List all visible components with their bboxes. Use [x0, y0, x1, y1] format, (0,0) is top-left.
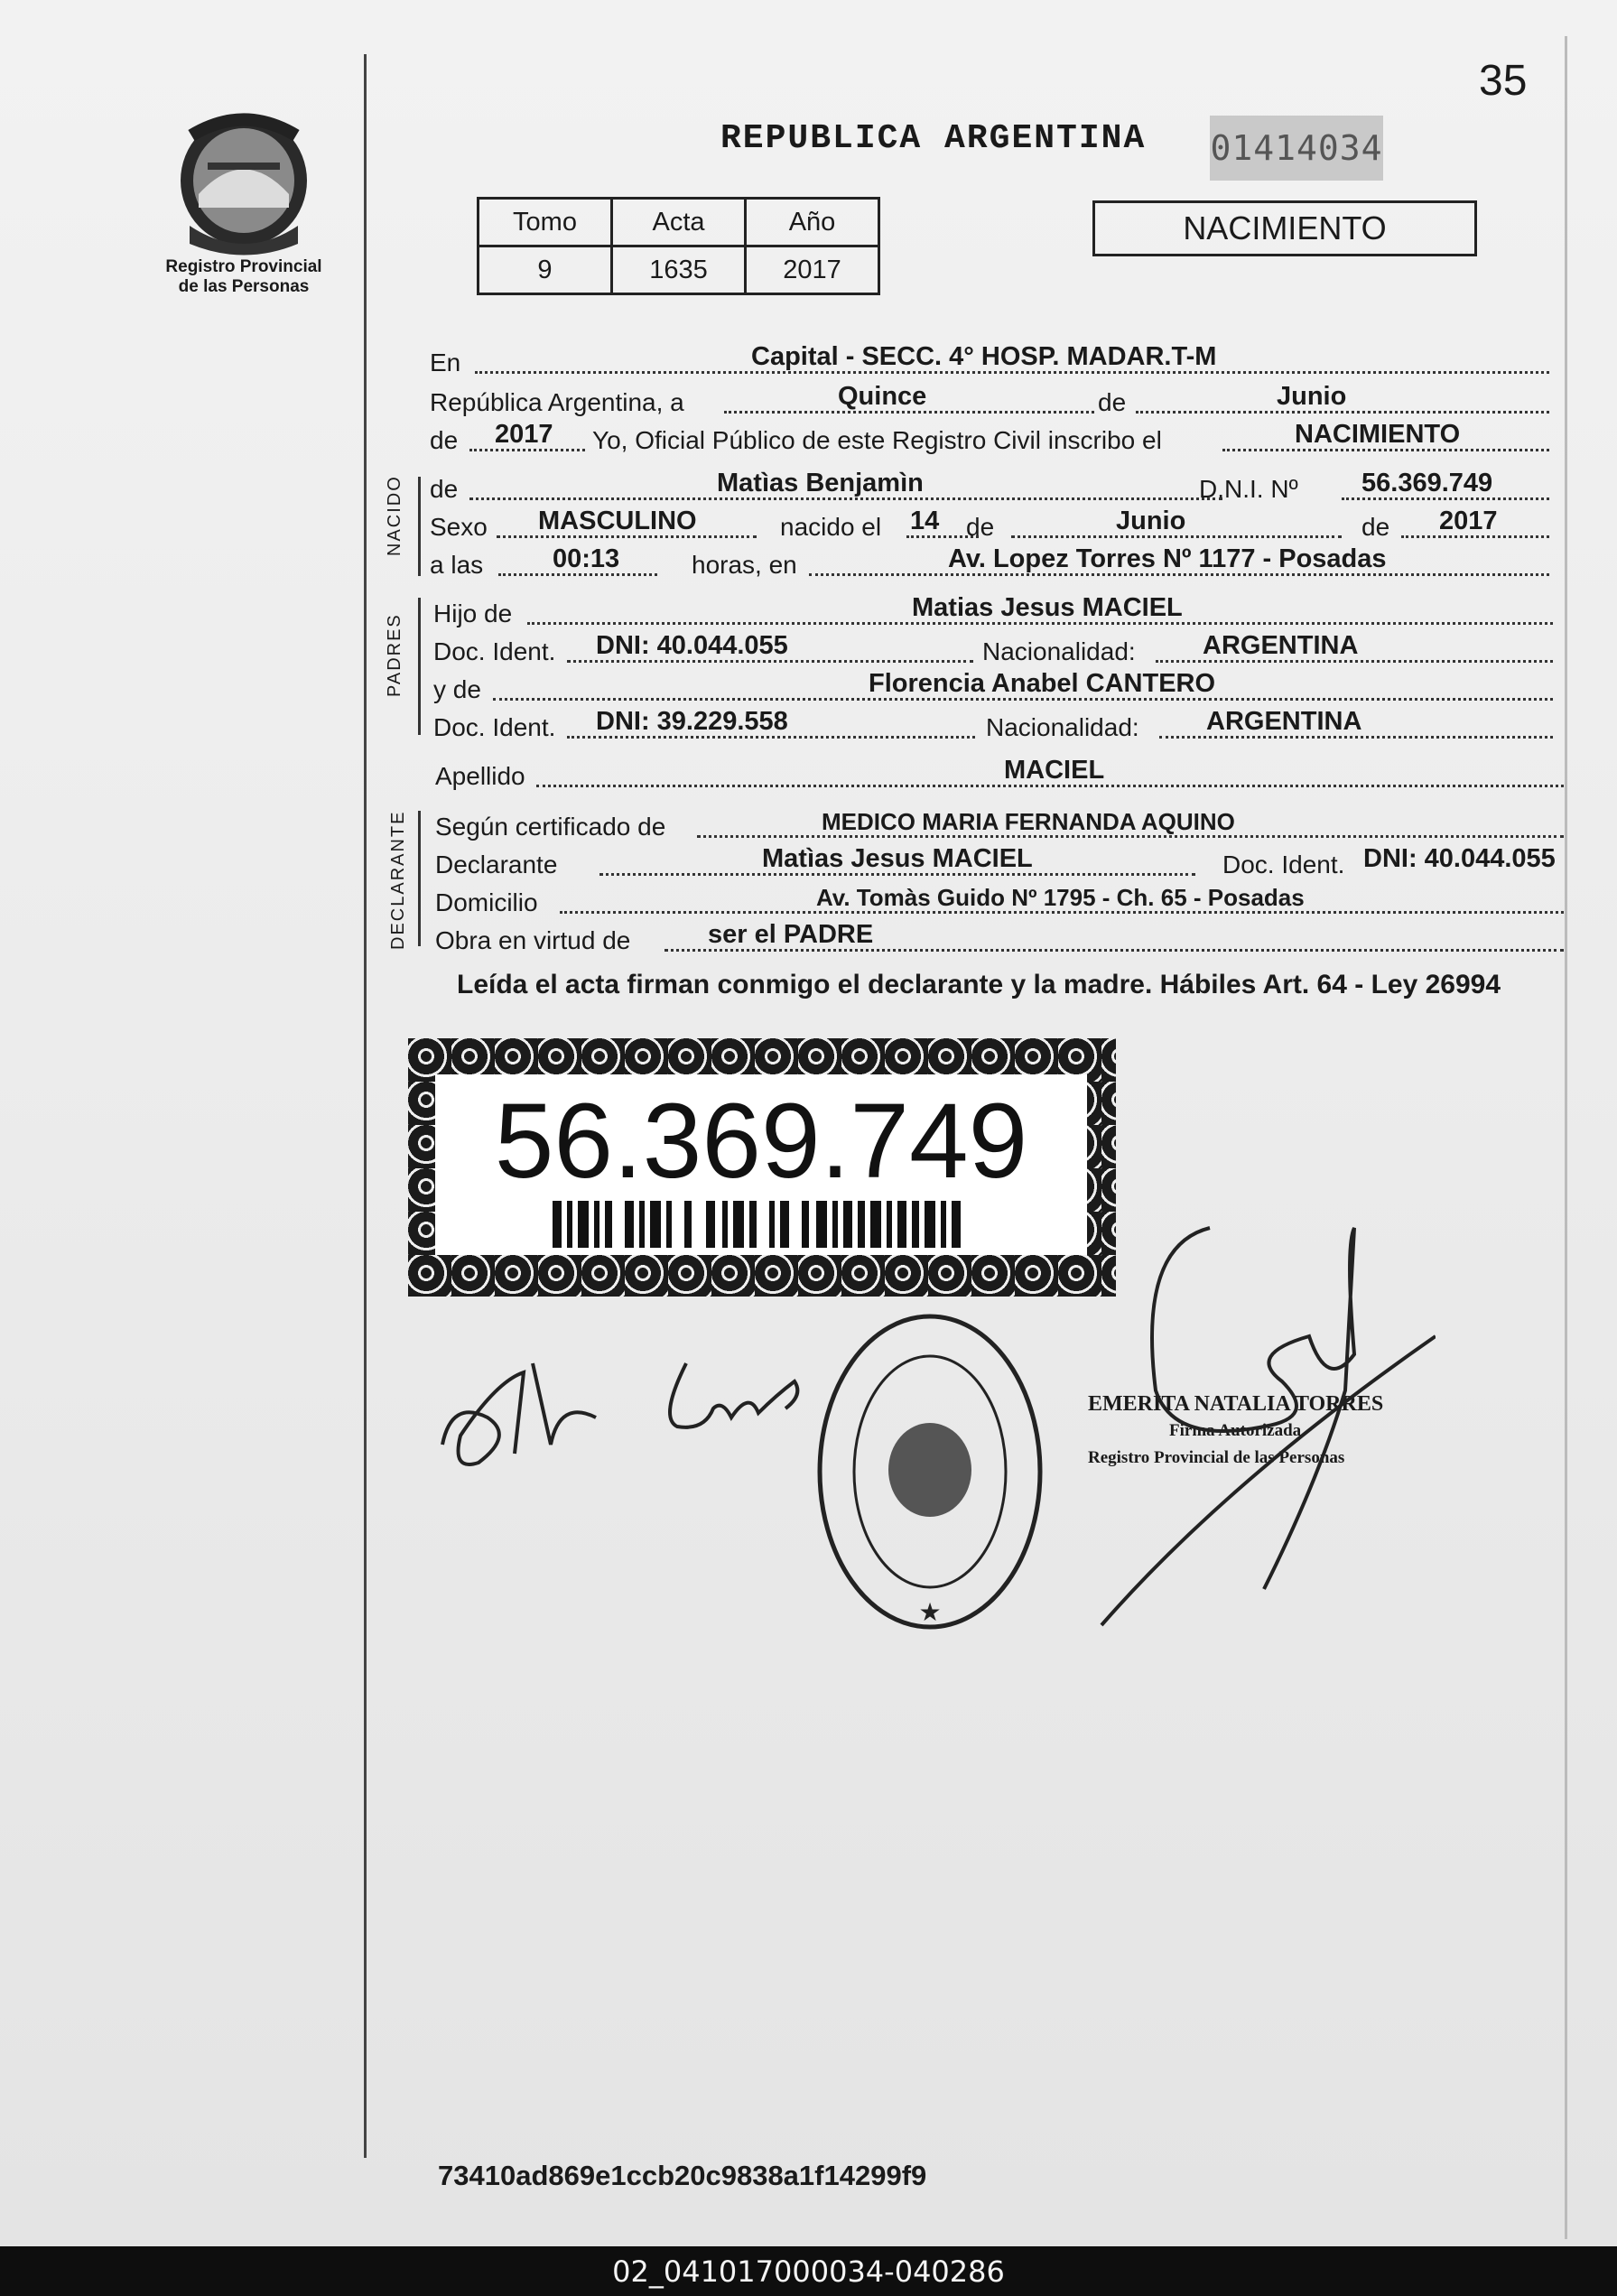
logo-caption-line1: Registro Provincial	[165, 257, 322, 276]
domicilio-label: Domicilio	[435, 888, 538, 916]
obra-value: ser el PADRE	[708, 920, 874, 949]
hijo-de-label: Hijo de	[433, 600, 513, 627]
line-hora	[430, 544, 1549, 583]
mes: Junio	[1277, 382, 1347, 411]
obra-label: Obra en virtud de	[435, 926, 631, 954]
tomo-header: Tomo	[479, 199, 612, 246]
padre-nombre: Matias Jesus MACIEL	[912, 593, 1183, 622]
nacido-anio: 2017	[1439, 507, 1498, 535]
segun-certificado-label: Según certificado de	[435, 813, 666, 841]
line-anio	[430, 419, 1549, 459]
declarante-section-label: DECLARANTE	[388, 810, 408, 950]
signatory-name: EMERITA NATALIA TORRES	[1088, 1392, 1384, 1416]
line-sexo	[430, 506, 1549, 545]
dni-label: D.N.I. Nº	[1199, 475, 1298, 503]
nacionalidad-label: Nacionalidad:	[982, 637, 1136, 665]
horas-en-label: horas, en	[692, 551, 797, 579]
anio-value: 2017	[746, 246, 879, 294]
padre-doc: DNI: 40.044.055	[596, 631, 788, 660]
line-madre-doc	[433, 706, 1553, 746]
domicilio-value: Av. Tomàs Guido Nº 1795 - Ch. 65 - Posadas	[816, 884, 1305, 911]
en-value: Capital - SECC. 4° HOSP. MADAR.T-M	[751, 342, 1217, 371]
nacido-bracket	[418, 477, 421, 576]
right-page-edge	[1565, 36, 1567, 2239]
line-obra	[435, 919, 1564, 959]
footer-code: 02_041017000034-040286	[612, 2254, 1005, 2289]
signature-official-icon	[1083, 1210, 1436, 1643]
nacionalidad-label: Nacionalidad:	[986, 713, 1139, 741]
sexo-value: MASCULINO	[538, 507, 697, 535]
doc-ident-label: Doc. Ident.	[1222, 851, 1345, 878]
nacido-section-label: NACIDO	[385, 475, 404, 556]
y-de-label: y de	[433, 675, 481, 703]
dni-label-panel	[435, 1074, 1087, 1255]
record-type-box: NACIMIENTO	[1092, 200, 1477, 256]
oficial-text: Yo, Oficial Público de este Registro Civil inscribo el	[592, 426, 1162, 454]
line-madre	[433, 668, 1553, 708]
declarante-bracket	[418, 811, 421, 946]
apellido-label: Apellido	[435, 762, 525, 790]
a-las-label: a las	[430, 551, 484, 579]
footer-code-bar	[0, 2246, 1617, 2296]
dni-badge-number: 56.369.749	[494, 1082, 1028, 1201]
nacido-dni: 56.369.749	[1361, 469, 1493, 497]
signature-declarante-icon	[424, 1345, 605, 1481]
en-label: En	[430, 349, 461, 376]
line-certificado	[435, 805, 1564, 845]
nacido-nombre: Matìas Benjamìn	[717, 469, 924, 497]
de-label: de	[1098, 388, 1127, 416]
tomo-value: 9	[479, 246, 612, 294]
madre-doc: DNI: 39.229.558	[596, 707, 788, 736]
declarante-nombre: Matìas Jesus MACIEL	[762, 844, 1033, 873]
padres-bracket	[418, 598, 421, 735]
madre-nombre: Florencia Anabel CANTERO	[869, 669, 1216, 698]
padres-section-label: PADRES	[385, 613, 404, 697]
anio: 2017	[495, 420, 553, 449]
anio-header: Año	[746, 199, 879, 246]
nacido-hora: 00:13	[553, 544, 620, 573]
declarante-label: Declarante	[435, 851, 558, 878]
line-republica	[430, 381, 1549, 421]
nacido-dia: 14	[910, 507, 940, 535]
padre-nacionalidad: ARGENTINA	[1203, 631, 1359, 660]
line-hijo	[433, 592, 1553, 632]
document-hash: 73410ad869e1ccb20c9838a1f14299f9	[438, 2160, 927, 2191]
barcode-icon	[553, 1201, 968, 1248]
de-label: de	[966, 513, 995, 541]
logo-caption	[149, 257, 339, 297]
de-label: de	[430, 426, 459, 454]
nacido-el-label: nacido el	[780, 513, 882, 541]
de-label: de	[430, 475, 459, 503]
serial-number: 01414034	[1210, 116, 1383, 181]
declarante-doc: DNI: 40.044.055	[1363, 844, 1556, 873]
line-nombre	[430, 468, 1549, 507]
page-number: 35	[1479, 57, 1528, 105]
madre-nacionalidad: ARGENTINA	[1206, 707, 1362, 736]
apellido-value: MACIEL	[1004, 756, 1105, 785]
document-title: REPUBLICA ARGENTINA	[720, 119, 1147, 158]
de-label: de	[1361, 513, 1390, 541]
line-domicilio	[435, 881, 1564, 921]
nacido-mes: Junio	[1116, 507, 1186, 535]
sexo-label: Sexo	[430, 513, 488, 541]
line-declarante	[435, 843, 1564, 883]
line-padre-doc	[433, 630, 1553, 670]
closing-text: Leída el acta firman conmigo el declarante y la madre. Hábiles Art. 64 - Ley 26994	[457, 970, 1501, 999]
crest-logo-icon	[172, 108, 316, 262]
record-table	[477, 197, 880, 295]
dni-badge	[408, 1038, 1116, 1297]
dia-texto: Quince	[838, 382, 927, 411]
line-apellido	[435, 755, 1564, 795]
certificado-value: MEDICO MARIA FERNANDA AQUINO	[822, 808, 1235, 835]
svg-text:★: ★	[918, 1598, 942, 1626]
line-en	[430, 341, 1549, 381]
signatory-office: Registro Provincial de las Personas	[1088, 1448, 1345, 1467]
official-seal-icon	[813, 1309, 1047, 1634]
doc-ident-label: Doc. Ident.	[433, 713, 556, 741]
nacido-lugar: Av. Lopez Torres Nº 1177 - Posadas	[948, 544, 1387, 573]
signature-madre-icon	[650, 1345, 813, 1454]
left-margin-rule	[364, 54, 367, 2158]
republica-label: República Argentina, a	[430, 388, 684, 416]
acta-header: Acta	[612, 199, 746, 246]
inscribo-value: NACIMIENTO	[1295, 420, 1461, 449]
signatory-role: Firma Autorizada	[1169, 1421, 1302, 1440]
acta-value: 1635	[612, 246, 746, 294]
doc-ident-label: Doc. Ident.	[433, 637, 556, 665]
logo-caption-line2: de las Personas	[178, 277, 310, 296]
